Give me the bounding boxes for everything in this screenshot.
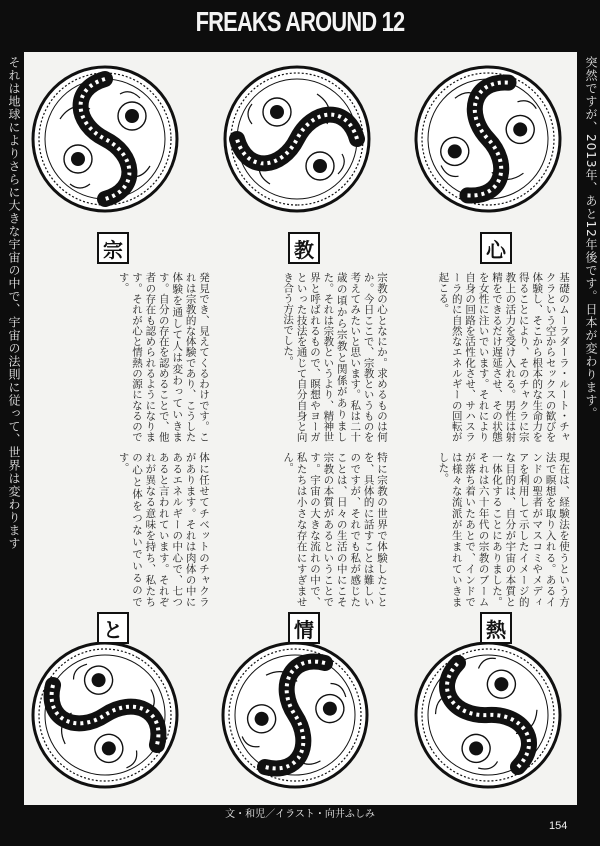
medallion-label: 情	[288, 612, 320, 644]
medallion-illustration	[220, 640, 370, 790]
medallion-illustration	[222, 64, 372, 214]
side-text-left: それは地球によりさらに大きな宇宙の中で、宇宙の法則に従って、世界は変わります	[7, 56, 21, 550]
article-column: 発見でき、見えてくるわけです。これは宗教的な体験であり、こうした体験を通して人は変わっていきます。自分の存在を認めることで、他者の存在も認められるようになります。それが心と情熱の源になるのです。	[117, 272, 210, 442]
medallion-illustration	[413, 64, 563, 214]
page-number: 154	[549, 820, 568, 832]
article-column: 特に宗教の世界で体験したことを、具体的に話すことは難しいのですが、それでも私が感じたことは、日々の生活の中にこそ宗教の本質があるということです。宇宙の大きな流れの中で、私たちは小さな存在にすぎません。	[282, 452, 388, 607]
side-text-right: 突然ですが、2013年、あと12年後です。日本が変わります。	[584, 56, 598, 420]
article-column: 基礎のムーラダーラ・ルート・チャクラという空からセックスの歓びを体験し、そこから根本的な生命力を得ることにより、そのチャクラに宗教上の活力を受け入れる。男性は射精をできるだけ遅延させ、その状態を女性に注いでいます。それにより自身の回路を活性化させ、サハスラーラ的に自然なエネルギーの回転が起こる。	[437, 272, 570, 442]
medallion-label: 心	[480, 232, 512, 264]
medallion-label: と	[97, 612, 129, 644]
medallion-illustration	[413, 640, 563, 790]
article-column: 現在は、経験法を使うという方法で瞑想を取り入れる。あるインドの聖者がマスコミやメディアを利用して示したイメージ的な目的は、自分が宇宙の本質と一体化することにありました。それは六十年代の宗教のブームが落ち着いたあとで、インドでは様々な流派が生まれていきました。	[437, 452, 570, 607]
page-title: FREAKS AROUND 12	[195, 6, 405, 37]
medallion-illustration	[30, 64, 180, 214]
article-column: 体に任せてチベットのチャクラがあります。それは肉体の中にあるエネルギーの中心で、七つあると言われています。それぞれが異なる意味を持ち、私たちの心と体をつないでいるのです。	[117, 452, 210, 607]
medallion-label: 宗	[97, 232, 129, 264]
credit-line: 文・和児／イラスト・向井ふしみ	[225, 809, 375, 820]
medallion-illustration	[30, 640, 180, 790]
article-column: 宗教の心となにか。求めるものは何か。今日ここで、宗教というものを考えてみたいと思います。私は二十歳の頃から宗教と関係がありました。それは宗教というより、精神世界と呼ばれるもので、瞑想やヨーガといった技法を通じて自分自身と向き合う方法でした。	[282, 272, 388, 442]
medallion-label: 熱	[480, 612, 512, 644]
medallion-label: 教	[288, 232, 320, 264]
